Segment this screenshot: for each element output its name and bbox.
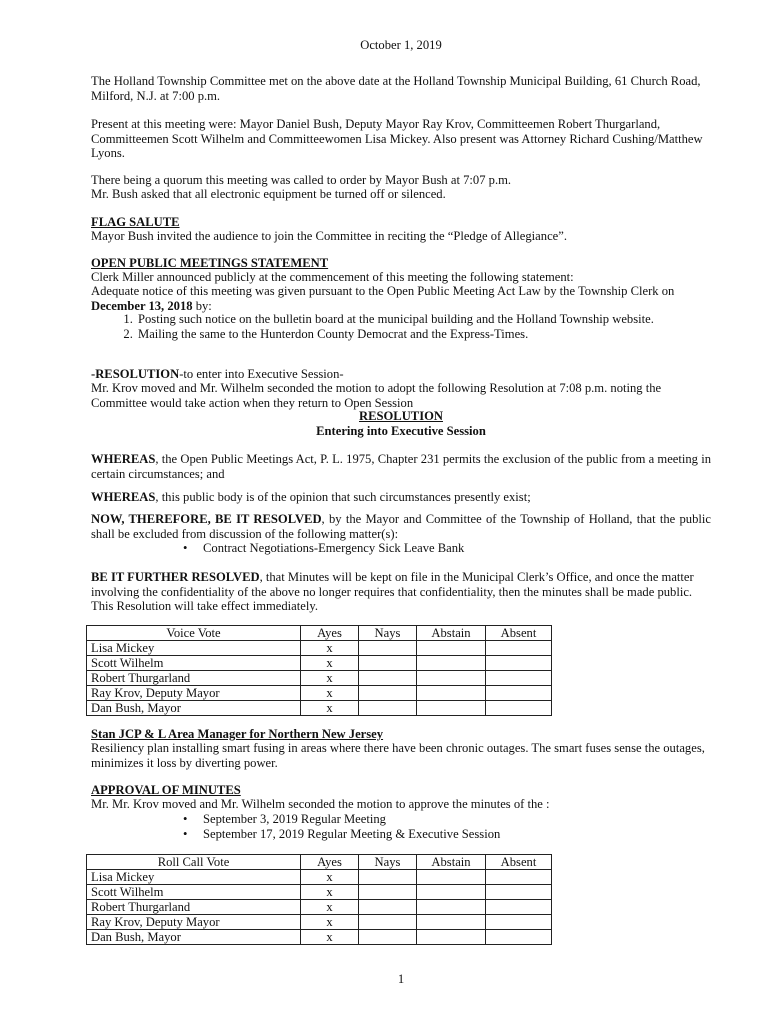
list-item: • September 17, 2019 Regular Meeting & Executive Session (203, 827, 703, 842)
member-name: Scott Wilhelm (87, 656, 301, 671)
member-name: Robert Thurgarland (87, 671, 301, 686)
ayes-cell: x (301, 686, 359, 701)
header-cell: Ayes (301, 855, 359, 870)
whereas-2-bold: WHEREAS (91, 490, 156, 504)
opma-line2-text: Adequate notice of this meeting was given pursuant to the Open Public Meeting Act Law by the Township Clerk on (91, 284, 675, 298)
absent-cell (486, 671, 552, 686)
intro-paragraph: The Holland Township Committee met on the above date at the Holland Township Municipal Building, 61 Church Road, Milford, N.J. at 7:00 p.m. (91, 74, 701, 103)
flag-salute-heading: FLAG SALUTE (91, 215, 180, 229)
roll-call-vote-table (86, 854, 552, 945)
header-cell: Nays (359, 626, 417, 641)
table-row (87, 701, 552, 716)
nays-cell (359, 671, 417, 686)
further-resolved-text: , that Minutes will be kept on file in the Municipal Clerk’s Office, and once the matter involving the confidentiality of the above no longer requires that confidentiality, then the minutes shall be made public. This Resolution will take effect immediately. (91, 570, 694, 614)
minutes-list (203, 812, 703, 841)
abstain-cell (417, 656, 486, 671)
header-cell: Voice Vote (87, 626, 301, 641)
table-row (87, 656, 552, 671)
table-row (87, 641, 552, 656)
abstain-cell (417, 885, 486, 900)
meeting-date: October 1, 2019 (360, 38, 442, 52)
table-row (87, 900, 552, 915)
absent-cell (486, 701, 552, 716)
nays-cell (359, 870, 417, 885)
now-therefore-text: , by the Mayor and Committee of the Township of Holland, that the public shall be excluded from discussion of the following matter(s): (91, 512, 711, 541)
further-resolved (91, 570, 711, 614)
page-number: 1 (397, 972, 405, 986)
absent-cell (486, 656, 552, 671)
table-row (87, 671, 552, 686)
list-item: 2. Mailing the same to the Hunterdon County Democrat and the Express-Times. (136, 327, 756, 342)
member-name: Scott Wilhelm (87, 885, 301, 900)
member-name: Lisa Mickey (87, 641, 301, 656)
absent-cell (486, 686, 552, 701)
ayes-cell: x (301, 671, 359, 686)
nays-cell (359, 900, 417, 915)
abstain-cell (417, 915, 486, 930)
abstain-cell (417, 671, 486, 686)
list-item: • September 3, 2019 Regular Meeting (203, 812, 703, 827)
member-name: Robert Thurgarland (87, 900, 301, 915)
nays-cell (359, 885, 417, 900)
nays-cell (359, 686, 417, 701)
abstain-cell (417, 641, 486, 656)
approval-minutes-text: Mr. Mr. Krov moved and Mr. Wilhelm seconded the motion to approve the minutes of the : (91, 797, 550, 811)
ayes-cell: x (301, 656, 359, 671)
ayes-cell: x (301, 701, 359, 716)
header-cell: Roll Call Vote (87, 855, 301, 870)
absent-cell (486, 900, 552, 915)
member-name: Dan Bush, Mayor (87, 701, 301, 716)
now-therefore-bold: NOW, THEREFORE, BE IT RESOLVED (91, 512, 322, 526)
header-cell: Ayes (301, 626, 359, 641)
table-row (87, 915, 552, 930)
header-cell: Absent (486, 626, 552, 641)
ayes-cell: x (301, 915, 359, 930)
header-cell: Abstain (417, 855, 486, 870)
opma-line2 (91, 284, 711, 313)
ayes-cell: x (301, 641, 359, 656)
opma-notice-list (91, 312, 756, 341)
absent-cell (486, 930, 552, 945)
nays-cell (359, 656, 417, 671)
ayes-cell: x (301, 900, 359, 915)
ayes-cell: x (301, 930, 359, 945)
stan-heading: Stan JCP & L Area Manager for Northern New Jersey (91, 727, 384, 741)
header-cell: Nays (359, 855, 417, 870)
matters-list (203, 541, 703, 556)
absent-cell (486, 885, 552, 900)
quorum-line: There being a quorum this meeting was called to order by Mayor Bush at 7:07 p.m. (91, 173, 512, 187)
stan-text: Resiliency plan installing smart fusing in areas where there have been chronic outages. The smart fuses sense the outages, minimizes it loss by diverting power. (91, 741, 705, 770)
attendance-paragraph: Present at this meeting were: Mayor Daniel Bush, Deputy Mayor Ray Krov, Committeemen Robert Thurgarland, Committeemen Scott Wilhelm and Committeewomen Lisa Mickey. Also present was Attorney Richard Cushing/Matthew Lyons. (91, 117, 703, 161)
member-name: Ray Krov, Deputy Mayor (87, 686, 301, 701)
table-header-row (87, 626, 552, 641)
absent-cell (486, 915, 552, 930)
list-item: 1. Posting such notice on the bulletin board at the municipal building and the Holland Township website. (136, 312, 756, 327)
further-resolved-bold: BE IT FURTHER RESOLVED (91, 570, 260, 584)
abstain-cell (417, 930, 486, 945)
nays-cell (359, 641, 417, 656)
abstain-cell (417, 686, 486, 701)
opma-notice-date: December 13, 2018 (91, 298, 193, 313)
nays-cell (359, 930, 417, 945)
nays-cell (359, 701, 417, 716)
resolution-subtitle: Entering into Executive Session (316, 424, 486, 438)
opma-line2-end: by: (192, 298, 212, 313)
ayes-cell: x (301, 885, 359, 900)
flag-salute-text: Mayor Bush invited the audience to join the Committee in reciting the “Pledge of Allegiance”. (91, 229, 567, 243)
ayes-cell: x (301, 870, 359, 885)
approval-minutes-heading: APPROVAL OF MINUTES (91, 783, 241, 797)
member-name: Dan Bush, Mayor (87, 930, 301, 945)
table-row (87, 885, 552, 900)
whereas-1-text: , the Open Public Meetings Act, P. L. 1975, Chapter 231 permits the exclusion of the public from a meeting in certain circumstances; and (91, 452, 711, 481)
absent-cell (486, 870, 552, 885)
whereas-2-text: , this public body is of the opinion that such circumstances presently exist; (155, 490, 531, 504)
table-row (87, 870, 552, 885)
table-header-row (87, 855, 552, 870)
exec-heading-bold: -RESOLUTION (91, 367, 180, 381)
member-name: Lisa Mickey (87, 870, 301, 885)
list-item: • Contract Negotiations-Emergency Sick Leave Bank (203, 541, 703, 556)
opma-line1: Clerk Miller announced publicly at the commencement of this meeting the following statement: (91, 270, 574, 284)
exec-heading-rest: -to enter into Executive Session- (179, 367, 344, 381)
nays-cell (359, 915, 417, 930)
electronic-line: Mr. Bush asked that all electronic equipment be turned off or silenced. (91, 187, 446, 201)
voice-vote-table (86, 625, 552, 716)
whereas-2 (91, 490, 711, 505)
table-row (87, 930, 552, 945)
absent-cell (486, 641, 552, 656)
opma-heading: OPEN PUBLIC MEETINGS STATEMENT (91, 256, 329, 270)
whereas-1-bold: WHEREAS (91, 452, 156, 466)
whereas-1 (91, 452, 711, 481)
now-therefore (91, 512, 711, 541)
resolution-title: RESOLUTION (359, 409, 443, 423)
exec-motion: Mr. Krov moved and Mr. Wilhelm seconded the motion to adopt the following Resolution at 7:08 p.m. noting the Committee would take action when they return to Open Session (91, 381, 662, 410)
member-name: Ray Krov, Deputy Mayor (87, 915, 301, 930)
exec-session-heading (91, 367, 711, 382)
table-row (87, 686, 552, 701)
abstain-cell (417, 701, 486, 716)
abstain-cell (417, 900, 486, 915)
header-cell: Absent (486, 855, 552, 870)
abstain-cell (417, 870, 486, 885)
header-cell: Abstain (417, 626, 486, 641)
